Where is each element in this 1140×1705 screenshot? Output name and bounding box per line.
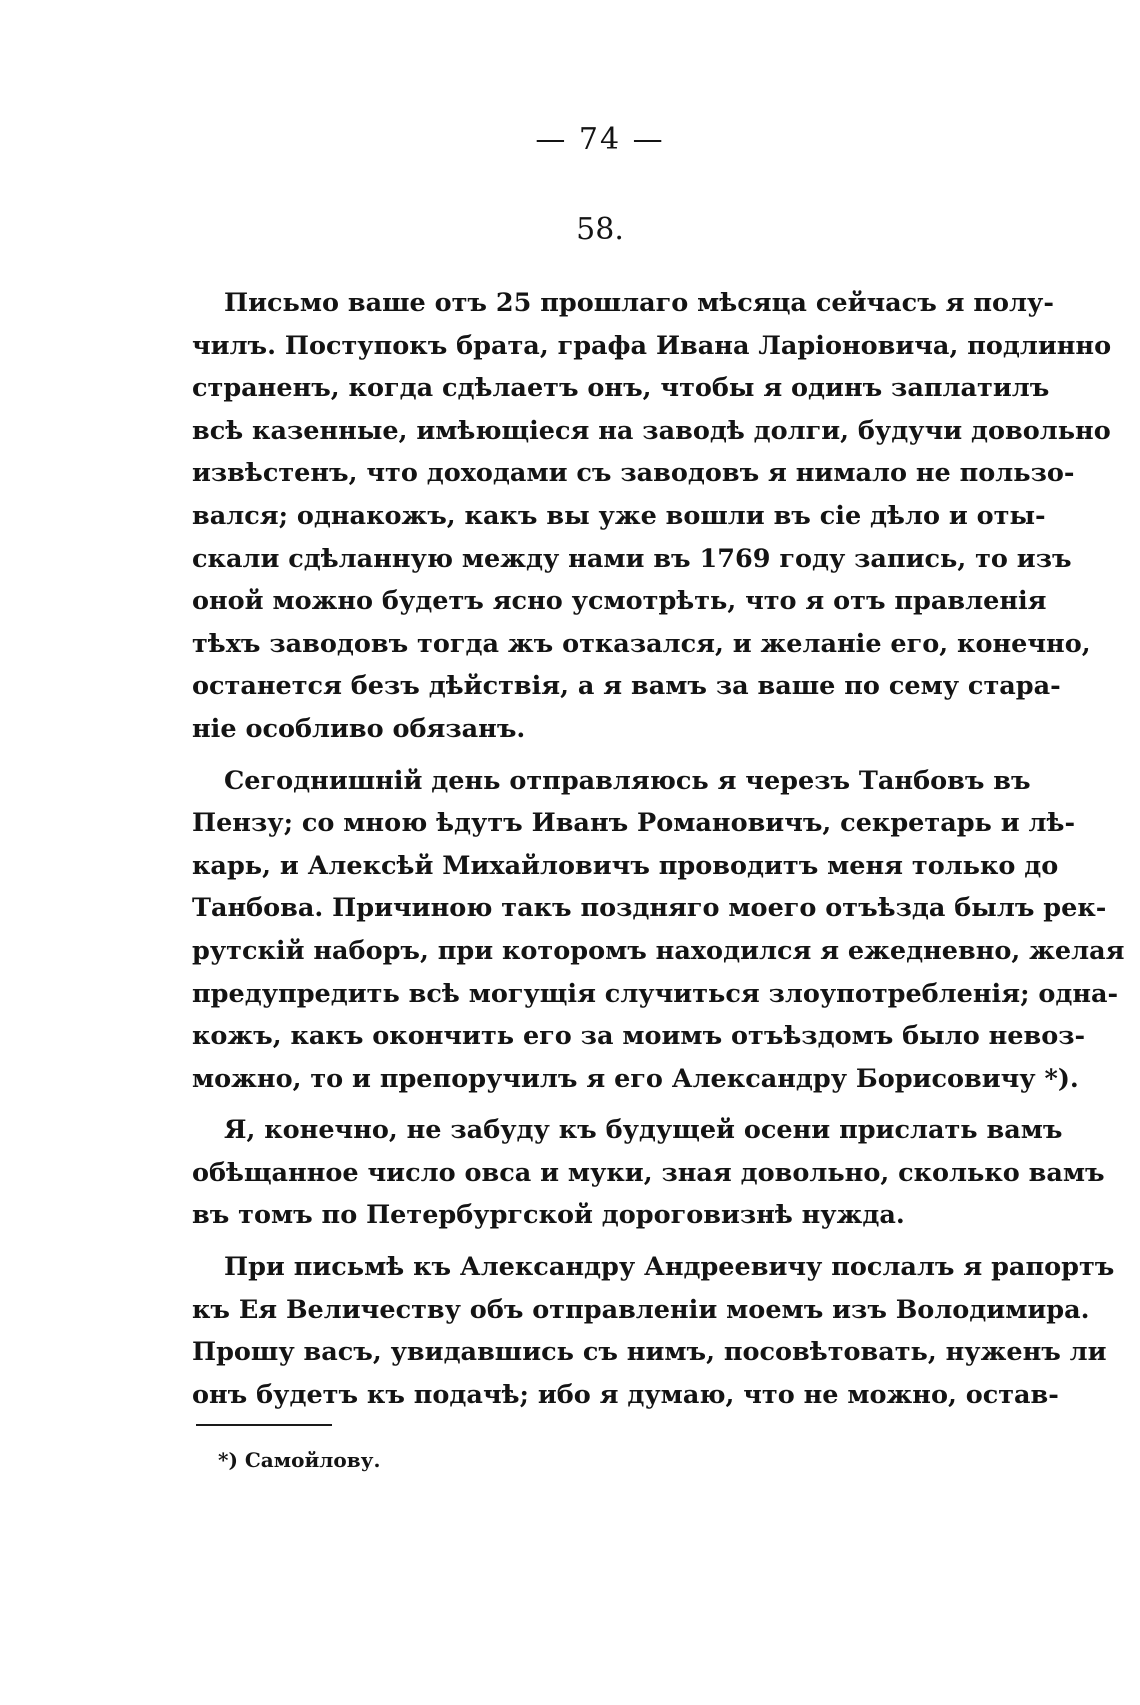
text-line: страненъ, когда сдѣлаетъ онъ, чтобы я одинъ заплатилъ	[192, 373, 1050, 404]
text-line: оной можно будетъ ясно усмотрѣть, что я отъ правленія	[192, 586, 1047, 617]
text-line: Сегоднишній день отправляюсь я черезъ Танбовъ въ	[224, 765, 1031, 796]
letter-number: 58.	[576, 212, 624, 247]
paragraph	[192, 1246, 1115, 1416]
paragraph	[192, 1109, 1105, 1237]
footnote-rule	[196, 1424, 332, 1426]
text-line: извѣстенъ, что доходами съ заводовъ я нимало не пользо-	[192, 458, 1075, 489]
text-line: Пензу; со мною ѣдутъ Иванъ Романовичъ, секретарь и лѣ-	[192, 808, 1076, 839]
paragraph	[192, 760, 1125, 1101]
text-line: Танбова. Причиною такъ поздняго моего отъѣзда былъ рек-	[192, 893, 1107, 924]
text-line: останется безъ дѣйствія, а я вамъ за ваше по сему стара-	[192, 671, 1061, 702]
text-line: рутскій наборъ, при которомъ находился я ежедневно, желая	[192, 935, 1125, 966]
text-line: предупредить всѣ могущія случиться злоупотребленія; одна-	[192, 978, 1119, 1009]
text-line: къ Ея Величеству объ отправленіи моемъ изъ Володимира.	[192, 1294, 1090, 1325]
text-line: При письмѣ къ Александру Андреевичу послалъ я рапортъ	[224, 1252, 1115, 1283]
text-line: ніе особливо обязанъ.	[192, 713, 526, 744]
text-line: вался; однакожъ, какъ вы уже вошли въ сіе дѣло и оты-	[192, 500, 1046, 531]
text-line: скали сдѣланную между нами въ 1769 году запись, то изъ	[192, 543, 1072, 574]
text-line: обѣщанное число овса и муки, зная довольно, сколько вамъ	[192, 1157, 1105, 1188]
paragraph	[192, 282, 1112, 751]
text-line: Прошу васъ, увидавшись съ нимъ, посовѣтовать, нуженъ ли	[192, 1337, 1107, 1368]
footnote: *) Самойлову.	[218, 1448, 381, 1472]
text-line: въ томъ по Петербургской дороговизнѣ нужда.	[192, 1200, 905, 1231]
text-line: чилъ. Поступокъ брата, графа Ивана Ларіоновича, подлинно	[192, 330, 1112, 361]
letter-body	[192, 282, 1125, 1425]
text-line: кожъ, какъ окончить его за моимъ отъѣздомъ было невоз-	[192, 1021, 1086, 1052]
text-line: Письмо ваше отъ 25 прошлаго мѣсяца сейчасъ я полу-	[224, 288, 1054, 318]
text-line: можно, то и препоручилъ я его Александру Борисовичу *).	[192, 1063, 1079, 1094]
text-line: тѣхъ заводовъ тогда жъ отказался, и желаніе его, конечно,	[192, 628, 1091, 659]
text-line: карь, и Алексѣй Михайловичъ проводитъ меня только до	[192, 850, 1059, 881]
page-number: — 74 —	[535, 122, 665, 157]
text-line: всѣ казенные, имѣющіеся на заводѣ долги, будучи довольно	[192, 415, 1111, 446]
text-line: онъ будетъ къ подачѣ; ибо я думаю, что не можно, остав-	[192, 1379, 1059, 1410]
text-line: Я, конечно, не забуду къ будущей осени прислать вамъ	[224, 1115, 1063, 1146]
